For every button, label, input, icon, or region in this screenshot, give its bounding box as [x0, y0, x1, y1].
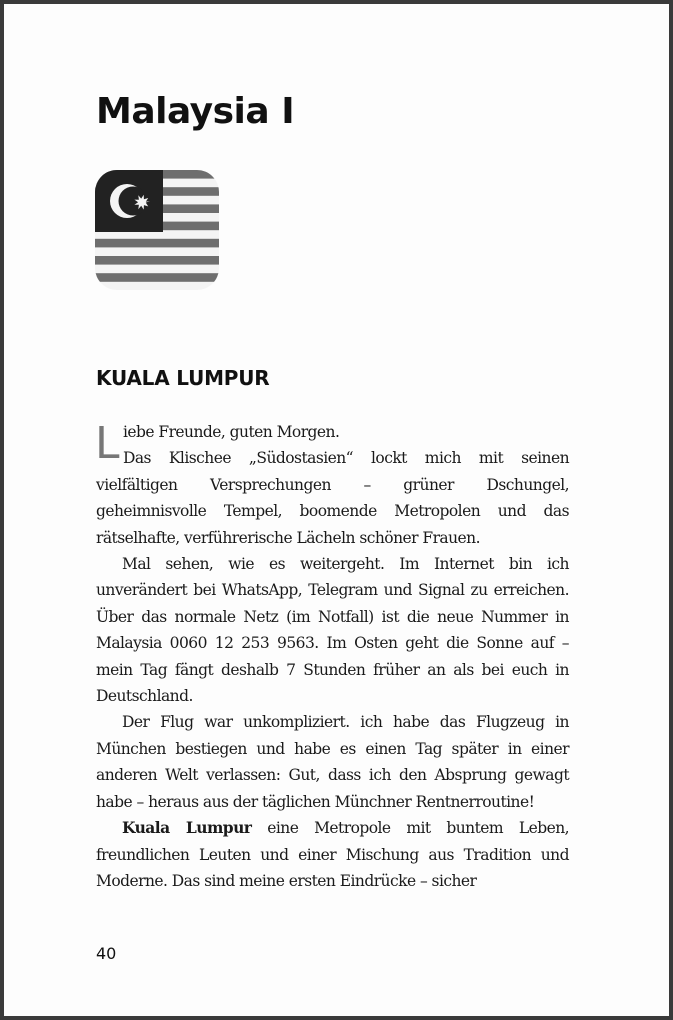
paragraph-4 — [96, 815, 569, 894]
body-text — [96, 419, 569, 894]
paragraph-3: Der Flug war unkompliziert. ich habe das Flugzeug in München bestiegen und habe es einen Tag später in einer anderen Welt verlassen: Gut, dass ich den Absprung gewagt habe – heraus aus der täglichen Münchner Rentnerroutine! — [96, 713, 569, 811]
malaysia-flag-icon — [95, 168, 219, 292]
paragraph-2: Mal sehen, wie es weitergeht. Im Internet bin ich unverändert bei WhatsApp, Telegram und Signal zu erreichen. Über das normale Netz (im Notfall) ist die neue Nummer in Malaysia 0060 12 253 9563. Im Osten geht die Sonne auf – mein Tag fängt deshalb 7 Stunden früher an als bei euch in Deutschland. — [96, 555, 569, 706]
paragraph-1-line-1: iebe Freunde, guten Morgen. — [122, 423, 340, 441]
paragraph-4-bold-lead: Kuala Lumpur — [122, 818, 252, 838]
paragraph-1 — [96, 419, 569, 551]
page-title: Malaysia I — [96, 91, 295, 132]
paragraph-1-text: Das Klischee „Südostasien“ lockt mich mit seinen vielfältigen Versprechungen – grüner Dschungel, geheimnisvolle Tempel, boomende Metropolen und das rätselhafte, verführerische Lächeln schöner Frauen. — [96, 449, 569, 547]
paragraph-4-text: eine Metropole mit buntem Leben, freundlichen Leuten und einer Mischung aus Tradition und Moderne. Das sind meine ersten Eindrücke – sicher — [96, 819, 570, 890]
section-heading: KUALA LUMPUR — [96, 366, 270, 390]
page-number: 40 — [96, 944, 117, 963]
drop-cap: L — [95, 418, 119, 469]
book-page — [4, 4, 669, 1016]
